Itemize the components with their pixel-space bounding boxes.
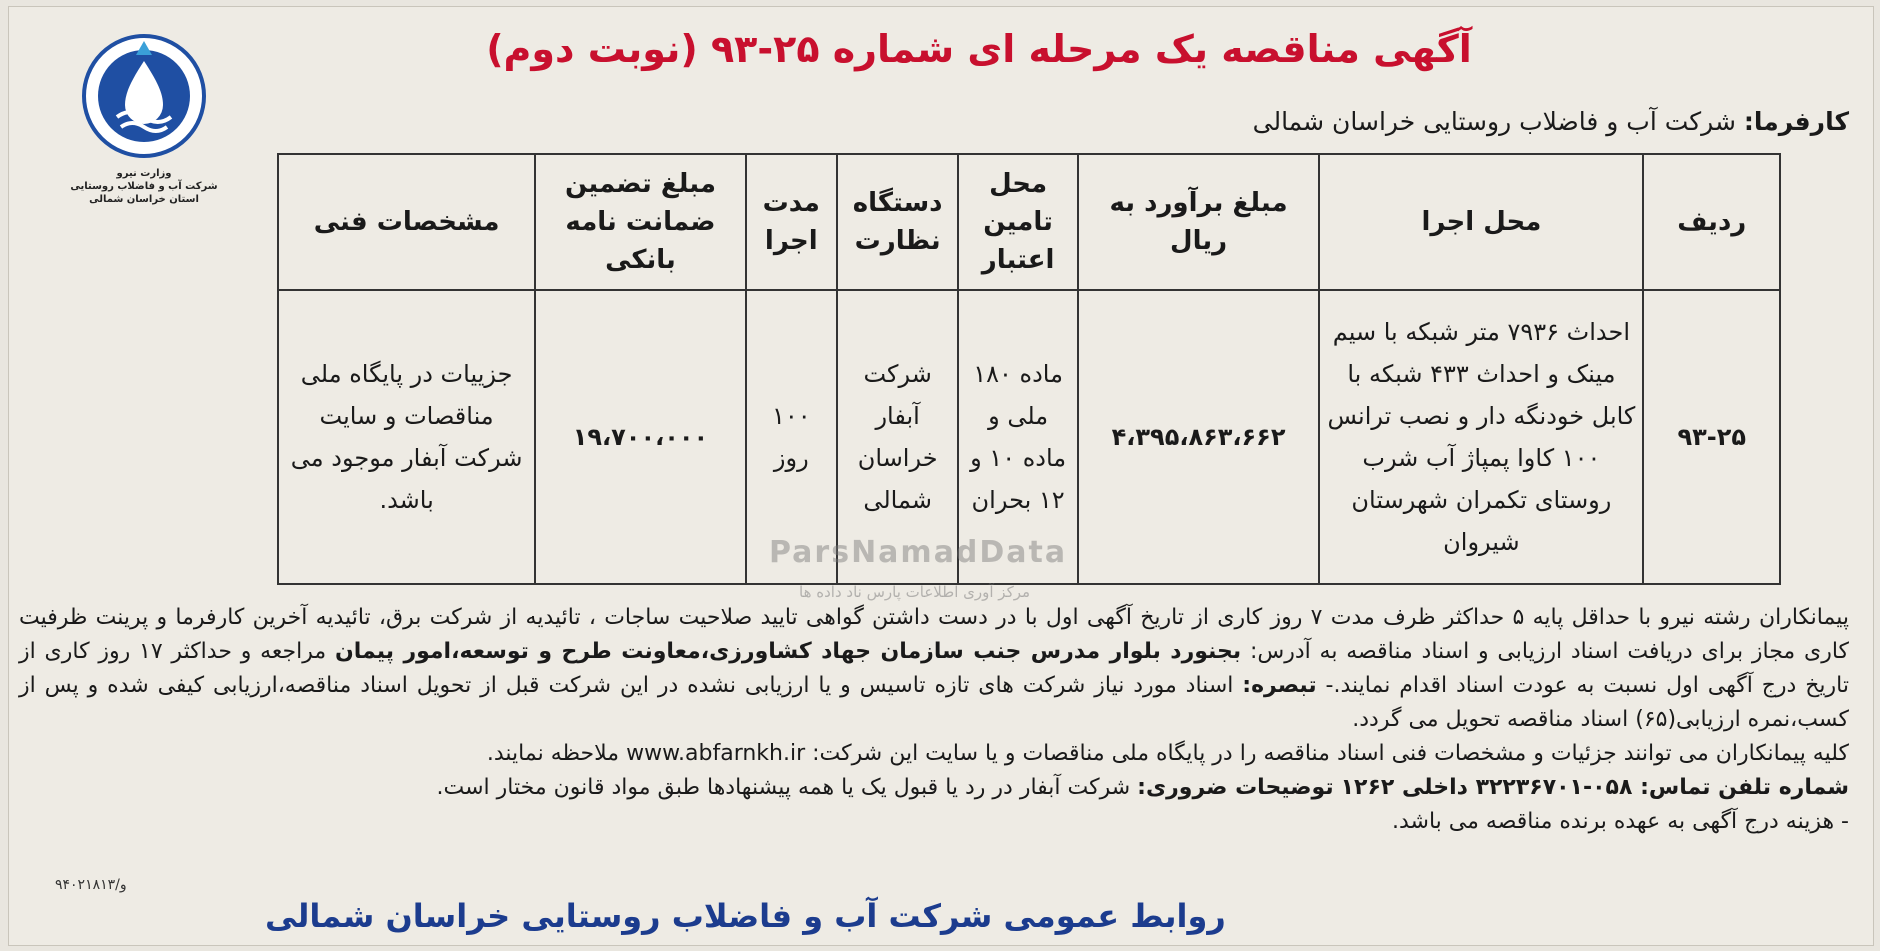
header-supervisor: دستگاه نظارت bbox=[837, 154, 959, 290]
documents-text: کلیه پیمانکاران می توانند جزئیات و مشخصات فنی اسناد مناقصه را در پایگاه ملی مناقصات و یا سایت این شرکت: bbox=[812, 741, 1849, 766]
notice-body bbox=[19, 601, 1849, 839]
cell-supervisor: شرکت آبفار خراسان شمالی bbox=[837, 290, 959, 584]
paragraph-contact bbox=[19, 771, 1849, 805]
cell-location: احداث ۷۹۳۶ متر شبکه با سیم مینک و احداث ۴۳۳ شبکه با کابل خودنگه دار و نصب ترانس ۱۰۰ کاوا پمپاژ آب شرب روستای تکمران شهرستان شیروان bbox=[1319, 290, 1643, 584]
watermark: ParsNamadData bbox=[769, 535, 1068, 570]
header-duration: مدت اجرا bbox=[746, 154, 837, 290]
logo-line-1: وزارت نیرو bbox=[116, 168, 172, 179]
header-specs: مشخصات فنی bbox=[278, 154, 535, 290]
employer-value: شرکت آب و فاضلاب روستایی خراسان شمالی bbox=[1252, 107, 1736, 136]
employer-label: کارفرما: bbox=[1743, 107, 1849, 136]
requirements-text: پیمانکاران رشته نیرو با حداقل پایه ۵ حداکثر ظرف مدت ۷ روز کاری از تاریخ آگهی اول با در دست داشتن گواهی تایید صلاحیت ساجات ، تائیدیه از شرکت برق، تائیدیه آخرین کارفرما و پرینت ظرفیت کاری مجاز برای دریافت اسناد ارزیابی و اسناد مناقصه به آدرس: bbox=[19, 605, 1849, 664]
note-text: اسناد مورد نیاز شرکت های تازه تاسیس و یا ارزیابی نشده در این شرکت قبل از تحویل اسناد مناقصه،ارزیابی کیفی شده و پس از کسب،نمره ارزیابی(۶۵) اسناد مناقصه تحویل می گردد. bbox=[19, 673, 1849, 732]
cell-row-number: ۹۳-۲۵ bbox=[1643, 290, 1780, 584]
cell-specs: جزییات در پایگاه ملی مناقصات و سایت شرکت آبفار موجود می باشد. bbox=[278, 290, 535, 584]
address-text: بجنورد بلوار مدرس جنب سازمان جهاد کشاورزی،معاونت طرح و توسعه،امور پیمان bbox=[334, 639, 1242, 664]
header-location: محل اجرا bbox=[1319, 154, 1643, 290]
cell-duration: ۱۰۰ روز bbox=[746, 290, 837, 584]
ministry-logo bbox=[69, 31, 219, 231]
return-deadline-text: مراجعه و حداکثر ۱۷ روز کاری از تاریخ درج آگهی اول نسبت به عودت اسناد اقدام نمایند.- bbox=[19, 639, 1849, 698]
logo-line-3: استان خراسان شمالی bbox=[89, 194, 199, 205]
cell-estimate: ۴،۳۹۵،۸۶۳،۶۶۲ bbox=[1078, 290, 1320, 584]
header-funding: محل تامین اعتبار bbox=[958, 154, 1077, 290]
tender-table bbox=[277, 153, 1781, 585]
cell-guarantee: ۱۹،۷۰۰،۰۰۰ bbox=[535, 290, 745, 584]
documents-text-end: ملاحظه نمایند. bbox=[486, 741, 620, 766]
footer-signature: روابط عمومی شرکت آب و فاضلاب روستایی خراسان شمالی bbox=[265, 897, 1226, 935]
logo-line-2: شرکت آب و فاضلاب روستایی bbox=[70, 181, 218, 192]
website-link[interactable]: www.abfarnkh.ir bbox=[626, 741, 806, 766]
paragraph-requirements bbox=[19, 601, 1849, 737]
note-label: تبصره: bbox=[1242, 673, 1317, 698]
paragraph-fee: - هزینه درج آگهی به عهده برنده مناقصه می باشد. bbox=[1391, 809, 1849, 834]
extra-label: توضیحات ضروری: bbox=[1137, 775, 1334, 800]
header-guarantee: مبلغ تضمین ضمانت نامه بانکی bbox=[535, 154, 745, 290]
table-header-row bbox=[278, 154, 1780, 290]
header-estimate: مبلغ برآورد به ریال bbox=[1078, 154, 1320, 290]
phone-label: شماره تلفن تماس: ۰۵۸-۳۲۲۳۶۷۰۱ داخلی ۱۲۶۲ bbox=[1340, 775, 1849, 800]
extra-text: شرکت آبفار در رد یا قبول یک یا همه پیشنهادها طبق مواد قانون مختار است. bbox=[436, 775, 1131, 800]
ad-code: ۹۴۰۲۱۸۱۳/و bbox=[55, 877, 127, 893]
page-title: آگهی مناقصه یک مرحله ای شماره ۲۵-۹۳ (نوبت دوم) bbox=[486, 27, 1472, 71]
header-row-number: ردیف bbox=[1643, 154, 1780, 290]
tender-notice bbox=[8, 6, 1874, 946]
water-drop-icon bbox=[79, 31, 209, 161]
cell-funding: ماده ۱۸۰ ملی و ماده ۱۰ و ۱۲ بحران bbox=[958, 290, 1077, 584]
employer-line bbox=[1253, 107, 1849, 136]
watermark-subtitle: مرکز آوری اطلاعات پارس ناد داده ها bbox=[799, 583, 1031, 601]
paragraph-documents bbox=[19, 737, 1849, 771]
